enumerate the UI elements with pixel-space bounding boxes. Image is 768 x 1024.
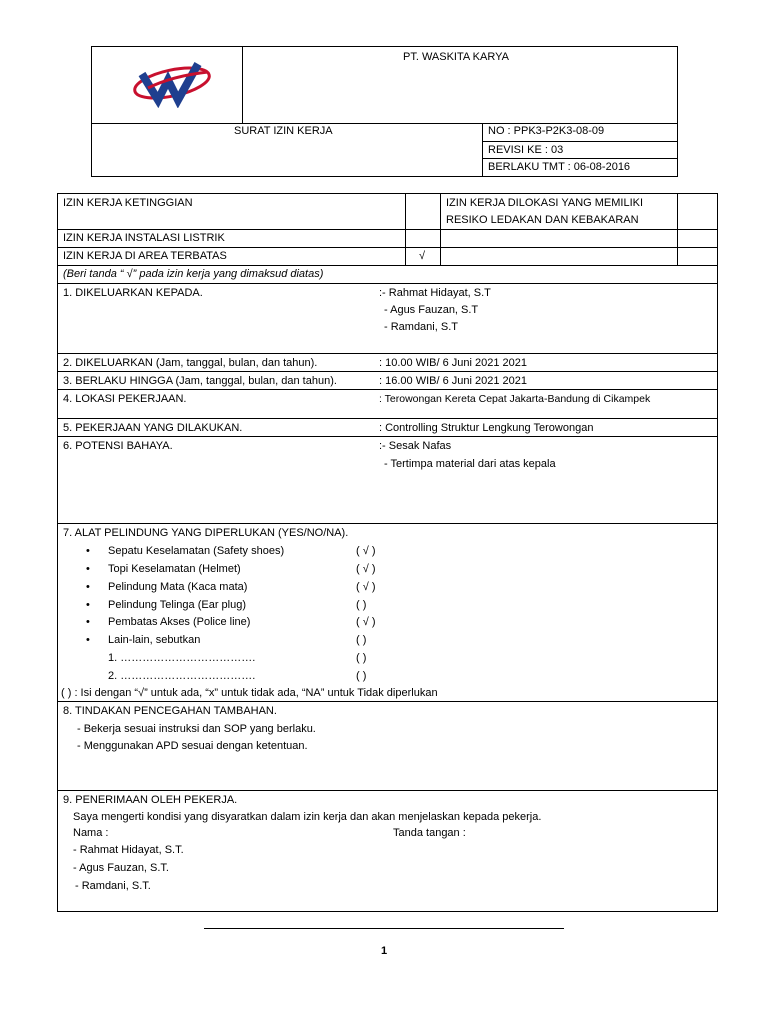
- header-divider: [482, 158, 678, 159]
- grid-line: [57, 523, 718, 524]
- s1-value: - Ramdani, S.T: [384, 321, 458, 333]
- s8-label: 8. TINDAKAN PENCEGAHAN TAMBAHAN.: [63, 705, 277, 717]
- page-number: 1: [381, 945, 388, 957]
- permit-explosion-line2: RESIKO LEDAKAN DAN KEBAKARAN: [446, 214, 639, 226]
- grid-line: [57, 283, 718, 284]
- s3-value: : 16.00 WIB/ 6 Juni 2021 2021: [379, 375, 527, 387]
- ppe-item: Topi Keselamatan (Helmet): [108, 563, 241, 575]
- ppe-mark: ( ): [356, 634, 367, 646]
- doc-number: NO : PPK3-P2K3-08-09: [488, 125, 605, 137]
- s6-label: 6. POTENSI BAHAYA.: [63, 440, 173, 452]
- ppe-bullet: •: [86, 581, 90, 593]
- ppe-bullet: •: [86, 563, 90, 575]
- s4-label: 4. LOKASI PEKERJAAN.: [63, 393, 187, 405]
- ppe-note: ( ) : Isi dengan “√” untuk ada, “x” untuk tidak ada, “NA” untuk Tidak diperlukan: [61, 687, 438, 699]
- ppe-item: Pelindung Mata (Kaca mata): [108, 581, 248, 593]
- s5-label: 5. PEKERJAAN YANG DILAKUKAN.: [63, 422, 243, 434]
- s9-worker: - Agus Fauzan, S.T.: [73, 862, 169, 874]
- s5-value: : Controlling Struktur Lengkung Terowongan: [379, 422, 594, 434]
- grid-line: [57, 389, 718, 390]
- header-divider: [482, 123, 483, 177]
- header-divider: [242, 46, 243, 124]
- s1-label: 1. DIKELUARKAN KEPADA.: [63, 287, 203, 299]
- ppe-item: 1. ……………………………….: [108, 652, 256, 664]
- permit-electrical: IZIN KERJA INSTALASI LISTRIK: [63, 232, 225, 244]
- s9-label: 9. PENERIMAAN OLEH PEKERJA.: [63, 794, 238, 806]
- grid-line: [57, 418, 718, 419]
- permit-height: IZIN KERJA KETINGGIAN: [63, 197, 193, 209]
- s9-worker: - Ramdani, S.T.: [75, 880, 151, 892]
- ppe-mark: ( √ ): [356, 616, 376, 628]
- ppe-bullet: •: [86, 599, 90, 611]
- s2-value: : 10.00 WIB/ 6 Juni 2021 2021: [379, 357, 527, 369]
- footer-rule: [204, 928, 564, 929]
- ppe-item: Pembatas Akses (Police line): [108, 616, 251, 628]
- ppe-item: Lain-lain, sebutkan: [108, 634, 201, 646]
- revision: REVISI KE : 03: [488, 144, 564, 156]
- grid-line: [57, 247, 718, 248]
- check-mark: √: [419, 250, 426, 262]
- effective-date: BERLAKU TMT : 06-08-2016: [488, 161, 631, 173]
- s7-label: 7. ALAT PELINDUNG YANG DIPERLUKAN (YES/NO/NA).: [63, 527, 349, 539]
- s4-value: : Terowongan Kereta Cepat Jakarta-Bandung di Cikampek: [379, 393, 651, 405]
- grid-line: [57, 371, 718, 372]
- grid-line: [57, 701, 718, 702]
- grid-line: [57, 265, 718, 266]
- ppe-bullet: •: [86, 545, 90, 557]
- s2-label: 2. DIKELUARKAN (Jam, tanggal, bulan, dan tahun).: [63, 357, 318, 369]
- s1-value: - Agus Fauzan, S.T: [384, 304, 479, 316]
- s3-label: 3. BERLAKU HINGGA (Jam, tanggal, bulan, dan tahun).: [63, 375, 337, 387]
- company-name: PT. WASKITA KARYA: [403, 51, 509, 63]
- doc-title: SURAT IZIN KERJA: [234, 125, 333, 137]
- s1-value: :- Rahmat Hidayat, S.T: [379, 287, 491, 299]
- ppe-item: Sepatu Keselamatan (Safety shoes): [108, 545, 285, 557]
- permit-explosion-line1: IZIN KERJA DILOKASI YANG MEMILIKI: [446, 197, 644, 209]
- company-logo: [128, 58, 218, 108]
- ppe-mark: ( √ ): [356, 563, 376, 575]
- grid-line: [57, 790, 718, 791]
- header-divider: [482, 141, 678, 142]
- grid-line: [57, 436, 718, 437]
- ppe-mark: ( ): [356, 652, 367, 664]
- ppe-mark: ( ): [356, 670, 367, 682]
- s9-name-label: Nama :: [73, 827, 109, 839]
- s8-value: - Menggunakan APD sesuai dengan ketentuan.: [77, 740, 308, 752]
- ppe-bullet: •: [86, 634, 90, 646]
- s6-value: - Tertimpa material dari atas kepala: [384, 458, 556, 470]
- ppe-mark: ( √ ): [356, 545, 376, 557]
- ppe-mark: ( √ ): [356, 581, 376, 593]
- ppe-item: 2. ……………………………….: [108, 670, 256, 682]
- permit-restricted: IZIN KERJA DI AREA TERBATAS: [63, 250, 227, 262]
- s9-worker: - Rahmat Hidayat, S.T.: [73, 844, 184, 856]
- s9-statement: Saya mengerti kondisi yang disyaratkan dalam izin kerja dan akan menjelaskan kepada pekerja.: [73, 811, 542, 823]
- grid-line: [57, 353, 718, 354]
- s6-value: :- Sesak Nafas: [379, 440, 452, 452]
- s9-signature-label: Tanda tangan :: [393, 827, 466, 839]
- s8-value: - Bekerja sesuai instruksi dan SOP yang berlaku.: [77, 723, 316, 735]
- ppe-mark: ( ): [356, 599, 367, 611]
- ppe-item: Pelindung Telinga (Ear plug): [108, 599, 246, 611]
- grid-line: [57, 229, 718, 230]
- permit-note: (Beri tanda “ √” pada izin kerja yang dimaksud diatas): [63, 268, 324, 280]
- ppe-bullet: •: [86, 616, 90, 628]
